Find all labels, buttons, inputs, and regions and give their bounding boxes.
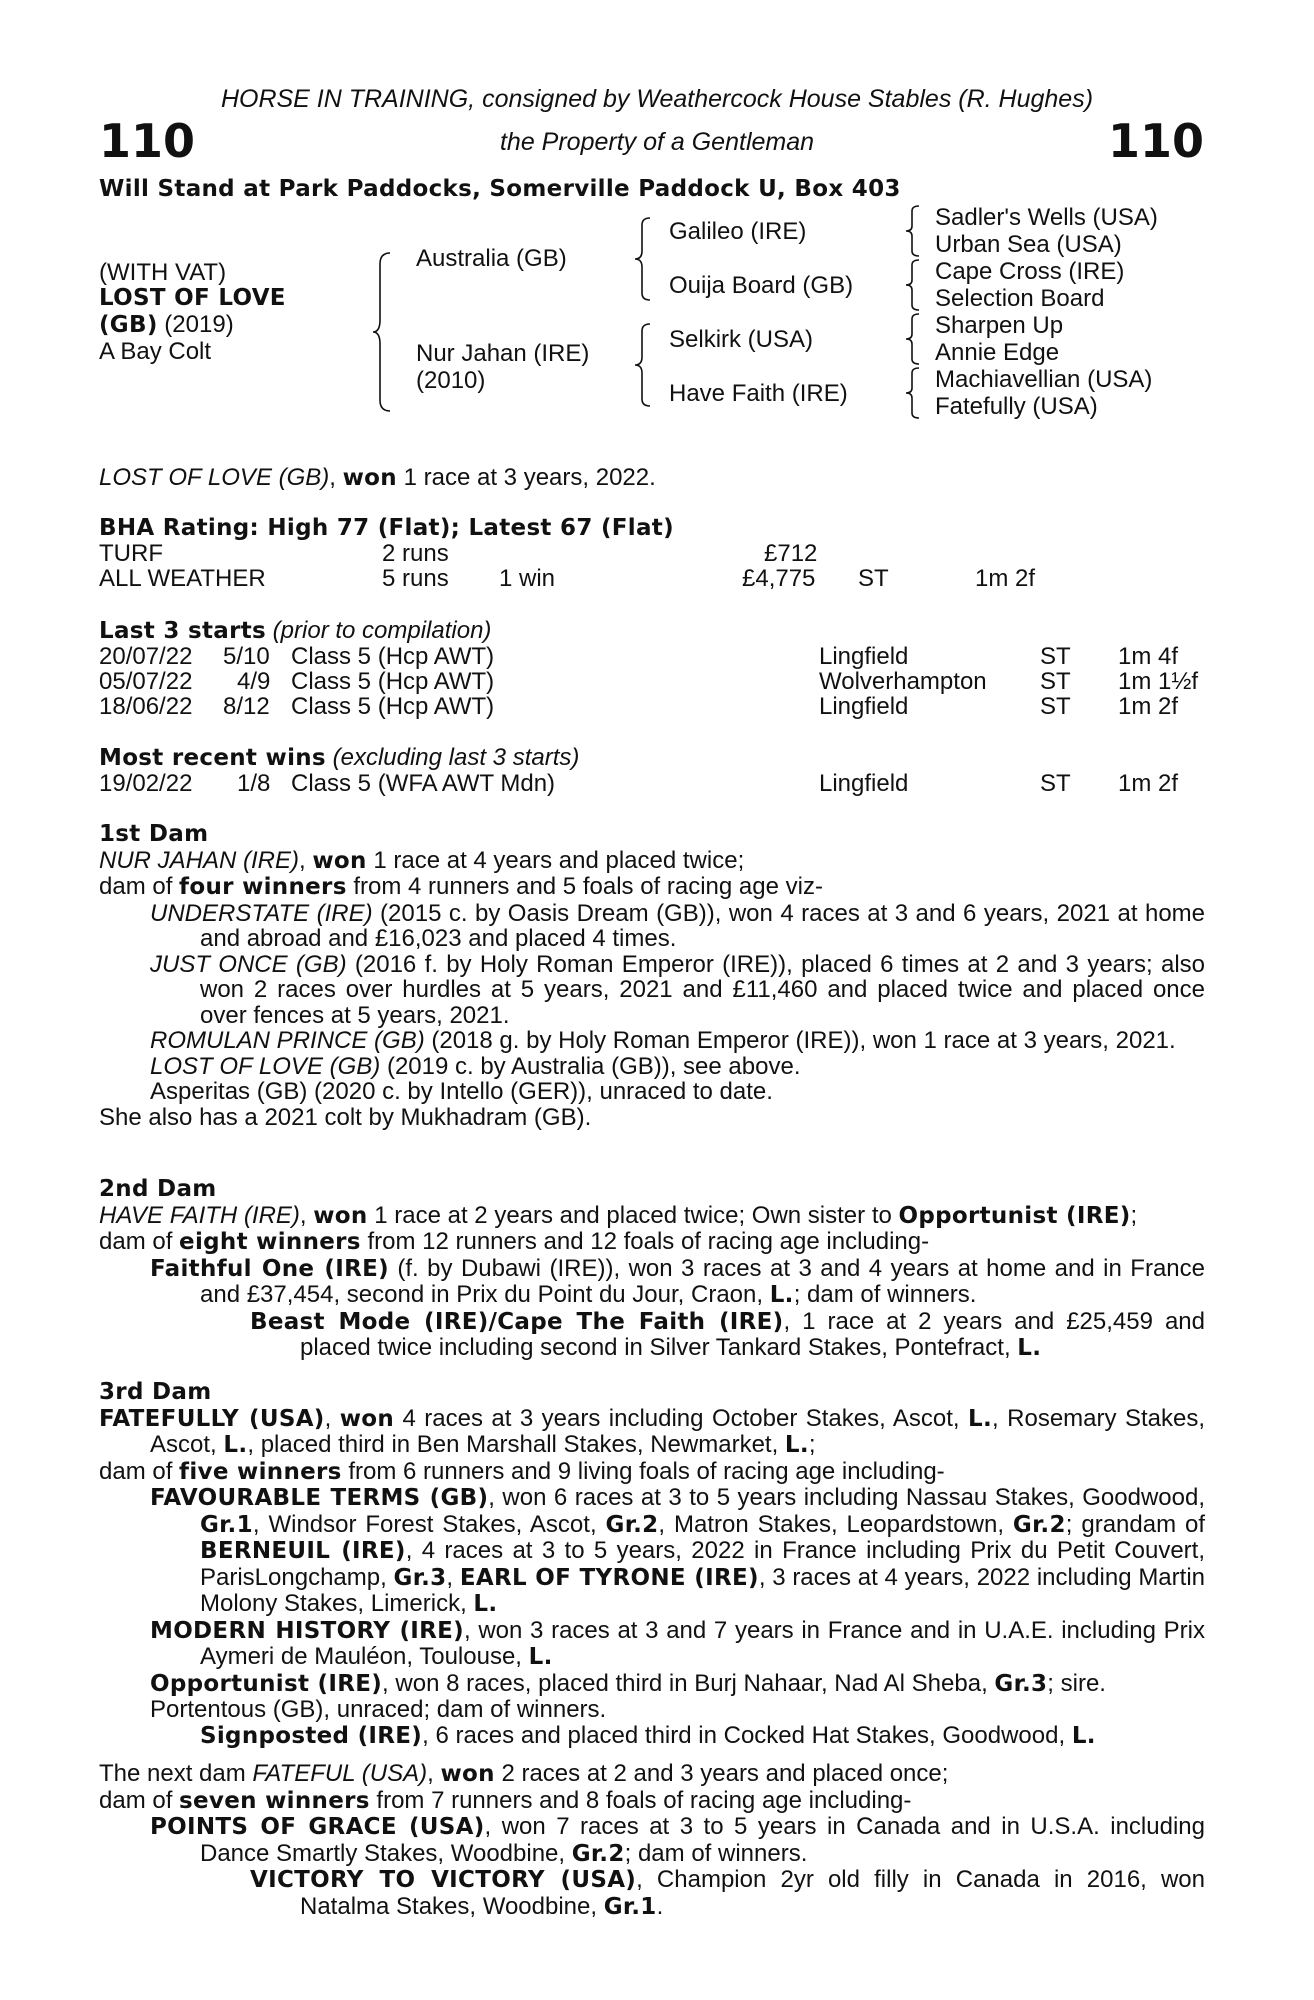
first-dam-title: 1st Dam bbox=[99, 821, 209, 847]
pedigree-dam-dam: Have Faith (IRE) bbox=[669, 380, 848, 407]
horse-description: A Bay Colt bbox=[99, 338, 212, 365]
pedigree-gg-6: Annie Edge bbox=[935, 339, 1060, 366]
last3-title: Last 3 starts bbox=[99, 618, 267, 644]
recent-win-course: Lingfield bbox=[819, 770, 909, 797]
produce-modern-history: MODERN HISTORY (IRE), won 3 races at 3 and 7 years in France and in U.A.E. including Prix Aymeri de Mauléon, Toulouse, L. bbox=[150, 1616, 1205, 1670]
vat-label: (WITH VAT) bbox=[99, 259, 227, 286]
second-dam-section bbox=[99, 1177, 1205, 1362]
pedigree-gg-7: Machiavellian (USA) bbox=[935, 366, 1153, 393]
recent-win-race: Class 5 (WFA AWT Mdn) bbox=[291, 770, 556, 797]
last3-dist: 1m 2f bbox=[1118, 693, 1179, 720]
last3-pos: 5/10 bbox=[223, 643, 270, 670]
produce-points-of-grace: POINTS OF GRACE (USA), won 7 races at 3 to 5 years in Canada and in U.S.A. including Dance Smartly Stakes, Woodbine, Gr.2; dam of winners. bbox=[150, 1813, 1205, 1867]
pedigree-dam-year: (2010) bbox=[416, 367, 486, 394]
produce-signposted: Signposted (IRE), 6 races and placed third in Cocked Hat Stakes, Goodwood, L. bbox=[200, 1721, 1096, 1749]
horse-name: LOST OF LOVE bbox=[99, 285, 286, 311]
last3-pos: 8/12 bbox=[223, 693, 270, 720]
last3-note: (prior to compilation) bbox=[266, 617, 492, 644]
third-dam-section bbox=[99, 1380, 1205, 1749]
recent-win-dist: 1m 2f bbox=[1118, 770, 1179, 797]
race-summary: LOST OF LOVE (GB), won 1 race at 3 years, 2022. bbox=[99, 464, 656, 491]
pedigree-brace-dam bbox=[634, 323, 652, 407]
pedigree-brace-gg1 bbox=[905, 205, 921, 257]
last3-course: Lingfield bbox=[819, 693, 909, 720]
summary-rest: 1 race at 3 years, 2022. bbox=[396, 464, 656, 491]
lot-number-left: 110 bbox=[99, 114, 196, 168]
pedigree-dam-sire: Selkirk (USA) bbox=[669, 326, 814, 353]
property-line: the Property of a Gentleman bbox=[499, 128, 815, 156]
lot-number-right: 110 bbox=[1107, 114, 1204, 168]
last3-race: Class 5 (Hcp AWT) bbox=[291, 643, 495, 670]
last3-course: Wolverhampton bbox=[819, 668, 987, 695]
produce-romulan-prince: ROMULAN PRINCE (GB) (2018 g. by Holy Roman Emperor (IRE)), won 1 race at 3 years, 2021. bbox=[150, 1027, 1176, 1054]
recent-win-date: 19/02/22 bbox=[99, 770, 193, 797]
last3-going: ST bbox=[1040, 693, 1071, 720]
produce-opportunist: Opportunist (IRE), won 8 races, placed third in Burj Nahaar, Nad Al Sheba, Gr.3; sire. bbox=[150, 1669, 1106, 1697]
last3-heading bbox=[99, 618, 491, 644]
pedigree-brace-gg2 bbox=[905, 259, 921, 311]
produce-just-once: JUST ONCE (GB) (2016 f. by Holy Roman Emperor (IRE)), placed 6 times at 2 and 3 years; also won 2 races over hurdles at 5 years, 2021 and £11,460 and placed twice and placed once over fences at 5 years, 2021. bbox=[150, 950, 1205, 1029]
horse-origin: (GB) bbox=[99, 312, 158, 338]
third-dam-title: 3rd Dam bbox=[99, 1379, 212, 1405]
produce-2021-colt: She also has a 2021 colt by Mukhadram (GB). bbox=[99, 1103, 592, 1131]
recent-win-pos: 1/8 bbox=[237, 770, 271, 797]
last3-date: 05/07/22 bbox=[99, 668, 193, 695]
pedigree-gg-5: Sharpen Up bbox=[935, 312, 1064, 339]
last3-going: ST bbox=[1040, 668, 1071, 695]
summary-won: won bbox=[342, 465, 397, 491]
pedigree-gg-3: Cape Cross (IRE) bbox=[935, 258, 1125, 285]
last3-date: 18/06/22 bbox=[99, 693, 193, 720]
last3-course: Lingfield bbox=[819, 643, 909, 670]
pedigree-gg-8: Fatefully (USA) bbox=[935, 393, 1098, 420]
pedigree-sire-sire: Galileo (IRE) bbox=[669, 218, 807, 245]
first-dam-produce-line: dam of four winners from 4 runners and 5 foals of racing age viz- bbox=[99, 873, 823, 900]
next-dam-section bbox=[99, 1761, 1205, 1920]
pedigree-sire: Australia (GB) bbox=[416, 245, 567, 272]
third-dam-produce-line: dam of five winners from 6 runners and 9 living foals of racing age including- bbox=[99, 1457, 945, 1485]
last3-date: 20/07/22 bbox=[99, 643, 193, 670]
horse-name-line2 bbox=[99, 312, 234, 338]
last3-going: ST bbox=[1040, 643, 1071, 670]
produce-victory-to-victory: VICTORY TO VICTORY (USA), Champion 2yr old filly in Canada in 2016, won Natalma Stakes, Woodbine, Gr.1. bbox=[250, 1866, 1205, 1920]
rating-aw-surface: ALL WEATHER bbox=[99, 565, 266, 592]
pedigree-brace-gg4 bbox=[905, 367, 921, 419]
consignor-line: HORSE IN TRAINING, consigned by Weathercock House Stables (R. Hughes) bbox=[220, 85, 1094, 113]
pedigree-gg-2: Urban Sea (USA) bbox=[935, 231, 1122, 258]
recent-wins-heading bbox=[99, 745, 579, 771]
recent-wins-note: (excluding last 3 starts) bbox=[325, 744, 580, 771]
last3-race: Class 5 (Hcp AWT) bbox=[291, 668, 495, 695]
rating-aw-going: ST bbox=[858, 565, 889, 592]
pedigree-sire-dam: Ouija Board (GB) bbox=[669, 272, 854, 299]
rating-aw-runs: 5 runs bbox=[382, 565, 449, 592]
produce-understate: UNDERSTATE (IRE) (2015 c. by Oasis Dream (GB)), won 4 races at 3 and 6 years, 2021 at home and abroad and £16,023 and placed 4 times. bbox=[150, 899, 1206, 952]
pedigree-brace-sire bbox=[634, 217, 652, 301]
pedigree-dam: Nur Jahan (IRE) bbox=[416, 340, 590, 367]
horse-year: (2019) bbox=[157, 311, 234, 338]
third-dam-line: FATEFULLY (USA), won 4 races at 3 years including October Stakes, Ascot, L., Rosemary Stakes, Ascot, L., placed third in Ben Marshall Stakes, Newmarket, L.; bbox=[99, 1404, 1205, 1458]
last3-race: Class 5 (Hcp AWT) bbox=[291, 693, 495, 720]
pedigree-gg-4: Selection Board bbox=[935, 285, 1105, 312]
produce-asperitas: Asperitas (GB) (2020 c. by Intello (GER)), unraced to date. bbox=[150, 1078, 773, 1105]
produce-portentous: Portentous (GB), unraced; dam of winners. bbox=[150, 1696, 607, 1723]
second-dam-produce-line: dam of eight winners from 12 runners and 12 foals of racing age including- bbox=[99, 1228, 930, 1255]
pedigree-brace-main bbox=[372, 252, 392, 412]
rating-aw-prize: £4,775 bbox=[742, 565, 816, 592]
last3-dist: 1m 1½f bbox=[1118, 668, 1199, 695]
summary-name: LOST OF LOVE (GB) bbox=[99, 464, 330, 491]
stand-line: Will Stand at Park Paddocks, Somerville Paddock U, Box 403 bbox=[99, 176, 901, 202]
produce-lost-of-love: LOST OF LOVE (GB) (2019 c. by Australia (GB)), see above. bbox=[150, 1052, 801, 1080]
pedigree-brace-gg3 bbox=[905, 313, 921, 365]
pedigree-gg-1: Sadler's Wells (USA) bbox=[935, 204, 1158, 231]
last3-dist: 1m 4f bbox=[1118, 643, 1179, 670]
recent-wins-title: Most recent wins bbox=[99, 745, 326, 771]
first-dam-line: NUR JAHAN (IRE), won 1 race at 4 years and placed twice; bbox=[99, 846, 745, 874]
rating-title: BHA Rating: High 77 (Flat); Latest 67 (Flat) bbox=[99, 515, 674, 541]
rating-aw-dist: 1m 2f bbox=[975, 565, 1036, 592]
rating-turf-prize: £712 bbox=[764, 540, 818, 567]
second-dam-line: HAVE FAITH (IRE), won 1 race at 2 years and placed twice; Own sister to Opportunist (IRE); bbox=[99, 1201, 1138, 1229]
produce-beast-mode: Beast Mode (IRE)/Cape The Faith (IRE), 1 race at 2 years and £25,459 and placed twice including second in Silver Tankard Stakes, Pontefract, L. bbox=[250, 1307, 1205, 1361]
second-dam-title: 2nd Dam bbox=[99, 1176, 217, 1202]
rating-aw-wins: 1 win bbox=[499, 565, 556, 592]
produce-favourable-terms: FAVOURABLE TERMS (GB), won 6 races at 3 to 5 years including Nassau Stakes, Goodwood, Gr.1, Windsor Forest Stakes, Ascot, Gr.2, Matron Stakes, Leopardstown, Gr.2; grandam of BERNEUIL (IRE), 4 races at 3 to 5 years, 2022 in France including Prix du Petit Couvert, ParisLongchamp, Gr.3, EARL OF TYRONE (IRE), 3 races at 4 years, 2022 including Martin Molony Stakes, Limerick, L. bbox=[150, 1484, 1206, 1617]
rating-turf-runs: 2 runs bbox=[382, 540, 449, 567]
rating-turf-surface: TURF bbox=[99, 540, 163, 567]
recent-win-going: ST bbox=[1040, 770, 1071, 797]
next-dam-produce-line: dam of seven winners from 7 runners and 8 foals of racing age including- bbox=[99, 1786, 912, 1814]
next-dam-line: The next dam FATEFUL (USA), won 2 races at 2 and 3 years and placed once; bbox=[99, 1760, 949, 1787]
last3-pos: 4/9 bbox=[237, 668, 271, 695]
first-dam-section bbox=[99, 822, 1205, 1130]
produce-faithful-one: Faithful One (IRE) (f. by Dubawi (IRE)), won 3 races at 3 and 4 years at home and in France and £37,454, second in Prix du Point du Jour, Craon, L.; dam of winners. bbox=[150, 1254, 1205, 1308]
